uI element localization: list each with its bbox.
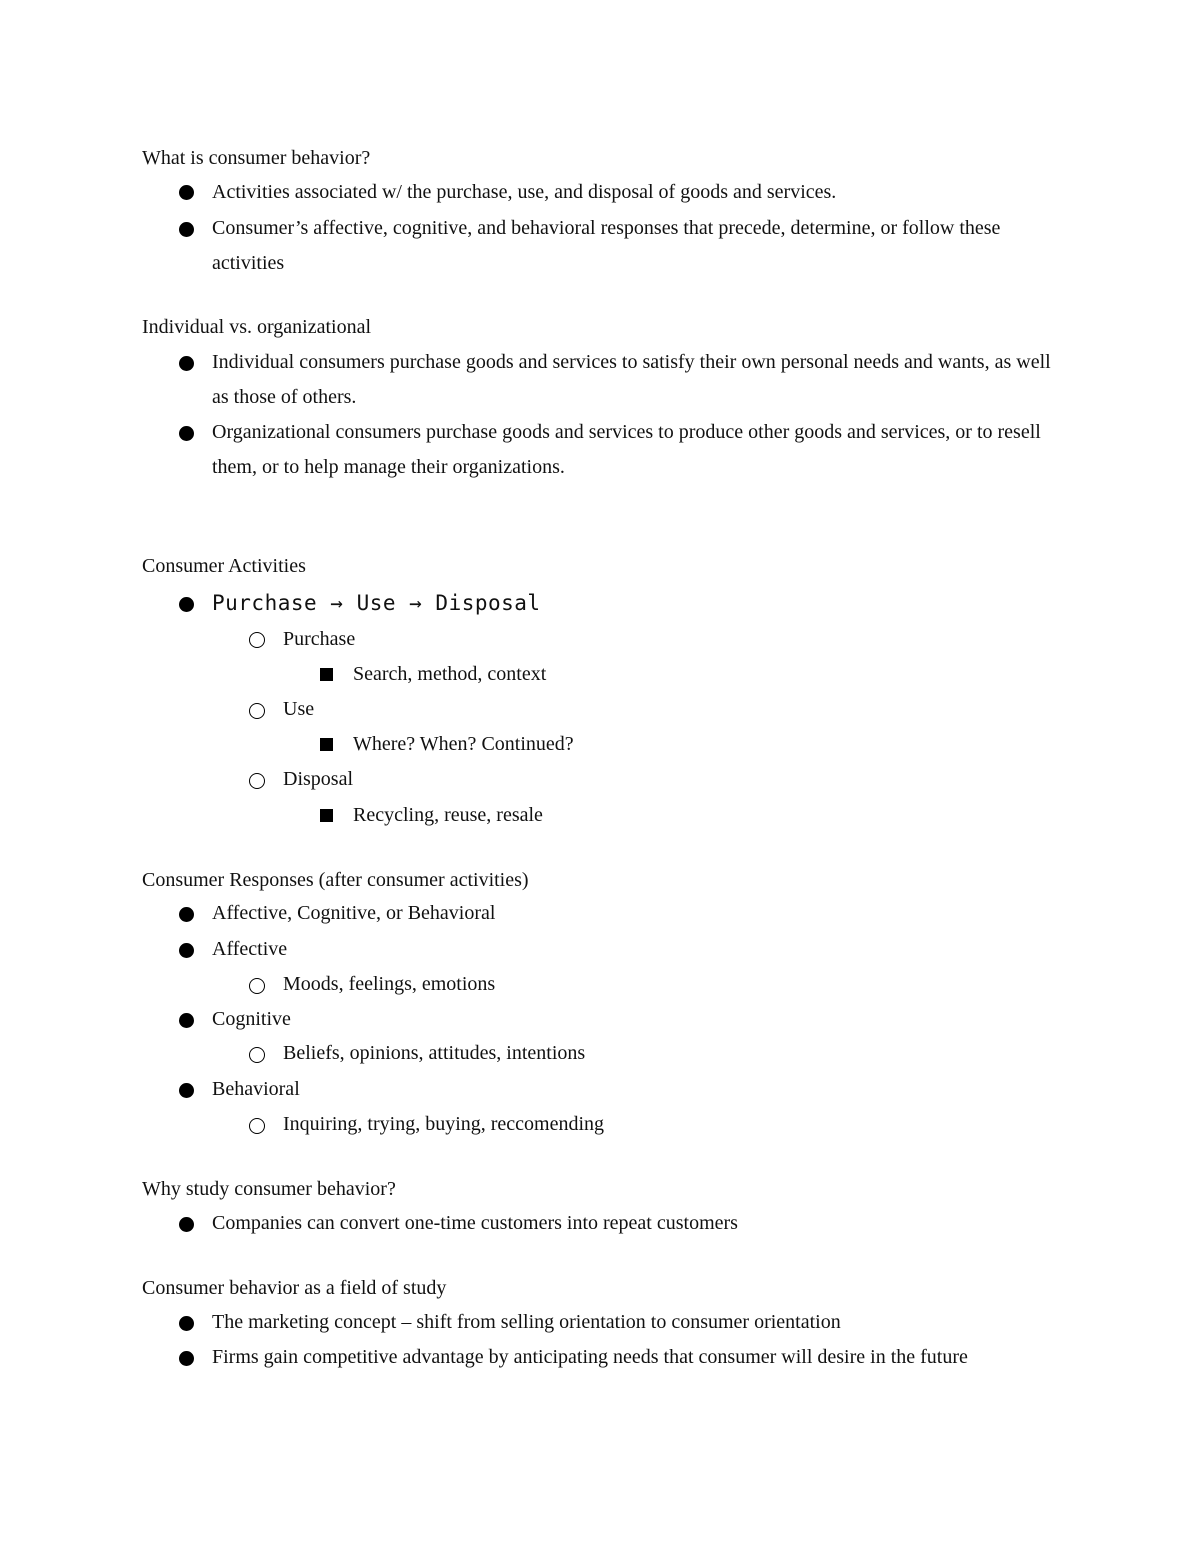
list-item: Moods, feelings, emotions: [283, 973, 496, 995]
list-item: Behavioral: [212, 1078, 300, 1100]
list-item: Affective: [212, 938, 288, 960]
bullet-disc-icon: [179, 356, 194, 371]
bullet-circle-icon: [249, 703, 265, 719]
bullet-disc-icon: [179, 1013, 194, 1028]
list-item: Firms gain competitive advantage by anticipating needs that consumer will desire in the future: [212, 1346, 968, 1368]
list-item: Search, method, context: [353, 663, 547, 685]
list-item: Recycling, reuse, resale: [353, 804, 543, 826]
list-item: Cognitive: [212, 1008, 291, 1030]
list-item: Activities associated w/ the purchase, use, and disposal of goods and services.: [212, 181, 837, 203]
bullet-disc-icon: [179, 1316, 194, 1331]
list-item: Purchase: [283, 628, 356, 650]
bullet-circle-icon: [249, 632, 265, 648]
bullet-disc-icon: [179, 597, 194, 612]
bullet-disc-icon: [179, 426, 194, 441]
bullet-square-icon: [320, 738, 333, 751]
bullet-circle-icon: [249, 1047, 265, 1063]
list-item: The marketing concept – shift from selling orientation to consumer orientation: [212, 1311, 841, 1333]
bullet-circle-icon: [249, 773, 265, 789]
bullet-disc-icon: [179, 222, 194, 237]
list-item: Consumer’s affective, cognitive, and behavioral responses that precede, determine, or follow these activities: [212, 217, 1001, 274]
section-heading: Consumer Activities: [142, 555, 306, 577]
bullet-disc-icon: [179, 943, 194, 958]
section-heading: Individual vs. organizational: [142, 316, 372, 338]
list-item: Affective, Cognitive, or Behavioral: [212, 902, 496, 924]
section-heading: What is consumer behavior?: [142, 147, 371, 169]
bullet-disc-icon: [179, 1083, 194, 1098]
flow-item: Purchase → Use → Disposal: [212, 591, 541, 615]
list-item: Use: [283, 698, 315, 720]
list-item: Disposal: [283, 768, 353, 790]
list-item: Beliefs, opinions, attitudes, intentions: [283, 1042, 586, 1064]
bullet-square-icon: [320, 809, 333, 822]
section-heading: Consumer Responses (after consumer activities): [142, 869, 529, 891]
bullet-disc-icon: [179, 1217, 194, 1232]
list-item: Individual consumers purchase goods and services to satisfy their own personal needs and wants, as well as those of others.: [212, 351, 1051, 408]
bullet-square-icon: [320, 668, 333, 681]
section-heading: Consumer behavior as a field of study: [142, 1277, 447, 1299]
bullet-disc-icon: [179, 1351, 194, 1366]
list-item: Organizational consumers purchase goods and services to produce other goods and services, or to resell them, or to help manage their organizations.: [212, 421, 1041, 478]
list-item: Where? When? Continued?: [353, 733, 574, 755]
bullet-circle-icon: [249, 1118, 265, 1134]
bullet-circle-icon: [249, 978, 265, 994]
bullet-disc-icon: [179, 907, 194, 922]
bullet-disc-icon: [179, 185, 194, 200]
list-item: Inquiring, trying, buying, reccomending: [283, 1113, 605, 1135]
section-heading: Why study consumer behavior?: [142, 1178, 396, 1200]
list-item: Companies can convert one-time customers into repeat customers: [212, 1212, 738, 1234]
